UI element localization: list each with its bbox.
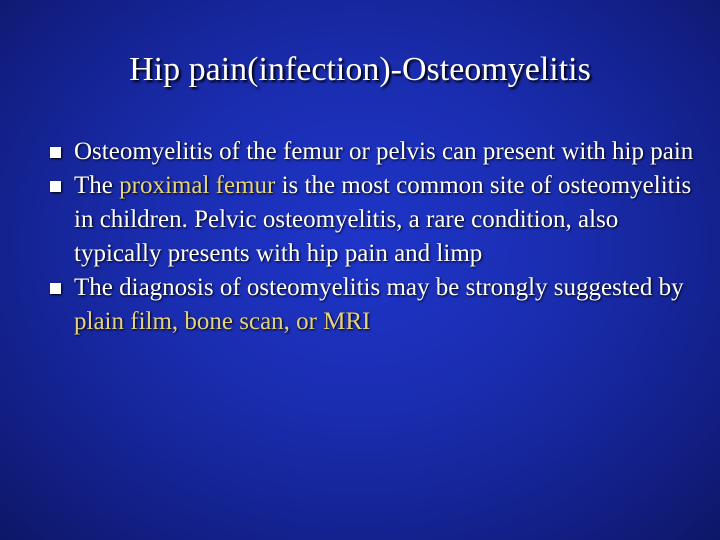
bullet-item-1	[50, 135, 710, 169]
slide-title: Hip pain(infection)-Osteomyelitis	[129, 51, 591, 88]
highlighted-term: plain film, bone scan, or MRI	[74, 308, 371, 335]
square-bullet-icon	[50, 181, 61, 192]
bullet-text: The	[74, 172, 120, 199]
bullet-item-2	[50, 169, 710, 271]
highlighted-term: proximal femur	[119, 172, 276, 199]
bullet-text: Osteomyelitis of the femur or pelvis can present with hip pain	[74, 138, 694, 165]
square-bullet-icon	[50, 283, 61, 294]
bullet-list	[50, 135, 710, 339]
square-bullet-icon	[50, 147, 61, 158]
bullet-text: is the most common site of osteomyelitis in children. Pelvic osteomyelitis, a rare condition, also typically presents with hip pain and limp	[74, 172, 692, 267]
bullet-item-3	[50, 271, 710, 339]
bullet-text: The diagnosis of osteomyelitis may be strongly suggested by	[74, 274, 684, 301]
